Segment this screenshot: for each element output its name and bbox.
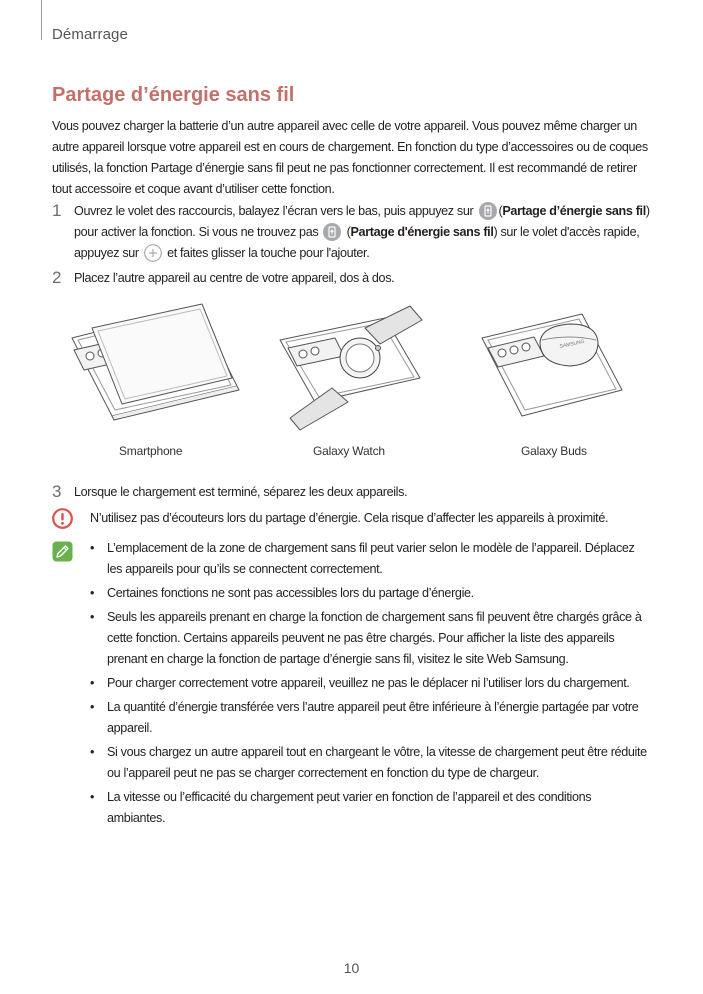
note-item: • Si vous chargez un autre appareil tout en chargeant le vôtre, la vitesse de chargement peut être réduite ou l’appareil peut ne pas se charger correctement en fonction du type de chargeur. (90, 742, 652, 784)
add-button-icon (144, 244, 162, 262)
caption-galaxy-watch: Galaxy Watch (313, 444, 385, 458)
bullet: • (90, 745, 95, 759)
notes-list (90, 538, 652, 832)
page-edge-line (41, 0, 42, 40)
step-2 (52, 268, 652, 289)
step-3 (52, 482, 652, 503)
step-1 (52, 201, 652, 264)
page-title: Partage d’énergie sans fil (52, 84, 295, 106)
section-header: Démarrage (52, 26, 128, 43)
galaxy-watch-illustration (280, 306, 422, 430)
note-item: • L’emplacement de la zone de chargement sans fil peut varier selon le modèle de l’appareil. Déplacez les appareils pour qu’ils se connectent correctement. (90, 538, 652, 580)
device-illustrations (52, 298, 652, 438)
wireless-powershare-icon (323, 223, 341, 241)
smartphone-illustration (72, 304, 239, 420)
bullet: • (90, 586, 95, 600)
warning-icon (52, 508, 73, 529)
case-brand-label: SAMSUNG (559, 338, 586, 350)
note-item: • Pour charger correctement votre appareil, veuillez ne pas le déplacer ni l’utiliser lors du chargement. (90, 673, 652, 694)
page-number: 10 (343, 960, 360, 976)
bullet: • (90, 700, 95, 714)
step-number: 2 (52, 268, 62, 287)
step-text: Lorsque le chargement est terminé, séparez les deux appareils. (74, 485, 408, 499)
step-number: 3 (52, 482, 62, 501)
note-item: • Certaines fonctions ne sont pas accessibles lors du partage d’énergie. (90, 583, 652, 604)
note-item: • Seuls les appareils prenant en charge la fonction de chargement sans fil peuvent être chargés grâce à cette fonction. Certains appareils peuvent ne pas être chargés. Pour afficher la liste des appareils prenant en charge la fonction de partage d’énergie sans fil, visitez le site Web Samsung. (90, 607, 652, 670)
warning-notice (52, 508, 652, 529)
note-icon (52, 541, 73, 562)
step-text: Placez l’autre appareil au centre de votre appareil, dos à dos. (74, 271, 395, 285)
bullet: • (90, 790, 95, 804)
galaxy-buds-illustration (482, 314, 622, 416)
caption-smartphone: Smartphone (119, 444, 183, 458)
step-text: Ouvrez le volet des raccourcis, balayez l’écran vers le bas, puis appuyez sur (Partage d’énergie sans fil) pour activer la fonction. Si vous ne trouvez pas (Partage d'énergie sans fil) sur le volet d'accès rapide, appuyez sur et faites glisser la touche pour l'ajouter. (74, 204, 650, 260)
warning-text: N’utilisez pas d’écouteurs lors du partage d’énergie. Cela risque d’affecter les appareils à proximité. (90, 511, 609, 525)
bullet: • (90, 610, 95, 624)
wireless-powershare-icon (479, 202, 497, 220)
bullet: • (90, 676, 95, 690)
note-item: • La quantité d’énergie transférée vers l’autre appareil peut être inférieure à l’énergie partagée par votre appareil. (90, 697, 652, 739)
note-item: • La vitesse ou l’efficacité du chargement peut varier en fonction de l’appareil et des conditions ambiantes. (90, 787, 652, 829)
bullet: • (90, 541, 95, 555)
caption-galaxy-buds: Galaxy Buds (521, 444, 587, 458)
step-number: 1 (52, 201, 62, 220)
intro-paragraph: Vous pouvez charger la batterie d’un autre appareil avec celle de votre appareil. Vous pouvez même charger un autre appareil lorsque votre appareil est en cours de chargement. En fonction du type d’accessoires ou de coques utilisés, la fonction Partage d’énergie sans fil peut ne pas fonctionner correctement. Il est recommandé de retirer tout accessoire et coque avant d’utiliser cette fonction. (52, 119, 648, 196)
